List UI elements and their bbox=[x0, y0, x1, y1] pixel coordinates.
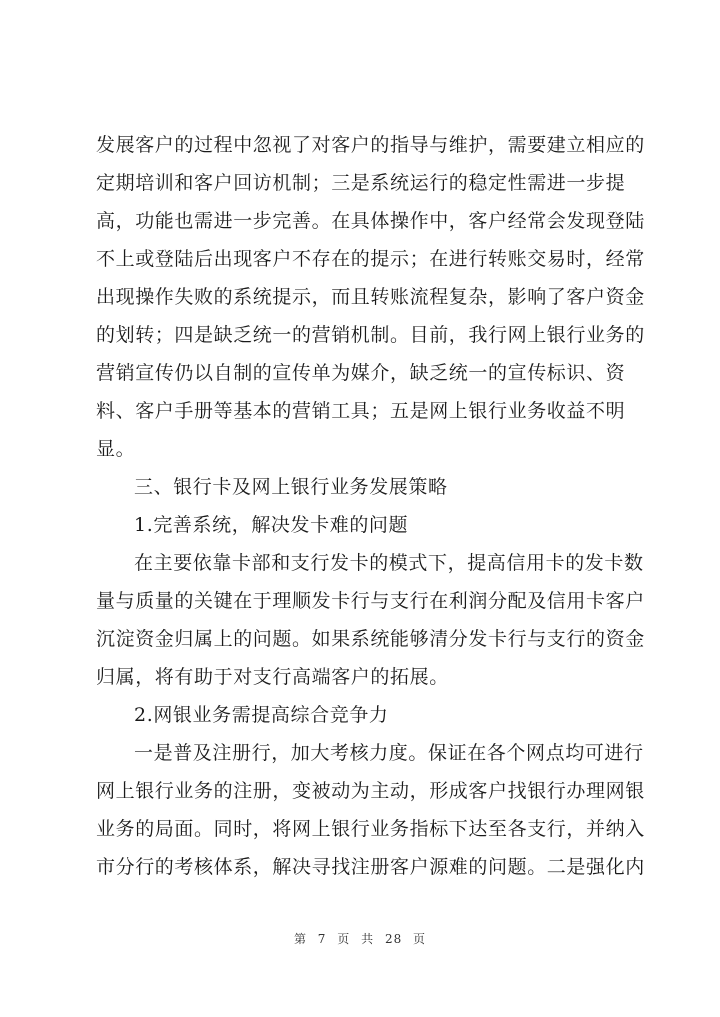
text-line: 在主要依靠卡部和支行发卡的模式下，提高信用卡的发卡数 bbox=[134, 552, 644, 574]
current-page-number: 7 bbox=[317, 932, 327, 946]
text-line: 量与质量的关键在于理顺发卡行与支行在利润分配及信用卡客户 bbox=[96, 590, 645, 612]
text-line: 市分行的考核体系，解决寻找注册客户源难的问题。二是强化内 bbox=[96, 856, 645, 878]
text-line: 归属，将有助于对支行高端客户的拓展。 bbox=[96, 666, 449, 688]
footer-total-word: 共 bbox=[361, 932, 375, 946]
text-line: 出现操作失败的系统提示，而且转账流程复杂，影响了客户资金 bbox=[96, 286, 645, 308]
subsection-heading: 2.网银业务需提高综合竞争力 bbox=[134, 704, 389, 726]
text-line: 不上或登陆后出现客户不存在的提示；在进行转账交易时，经常 bbox=[96, 248, 645, 270]
text-line: 一是普及注册行，加大考核力度。保证在各个网点均可进行 bbox=[134, 742, 644, 764]
text-line: 高，功能也需进一步完善。在具体操作中，客户经常会发现登陆 bbox=[96, 210, 645, 232]
text-line: 的划转；四是缺乏统一的营销机制。目前，我行网上银行业务的 bbox=[96, 324, 645, 346]
text-line: 网上银行业务的注册，变被动为主动，形成客户找银行办理网银 bbox=[96, 780, 645, 802]
text-line: 显。 bbox=[96, 438, 136, 460]
footer-prefix: 第 bbox=[293, 932, 307, 946]
footer-page-word: 页 bbox=[337, 932, 351, 946]
page-footer bbox=[0, 930, 720, 947]
text-line: 定期培训和客户回访机制；三是系统运行的稳定性需进一步提 bbox=[96, 172, 626, 194]
text-line: 沉淀资金归属上的问题。如果系统能够清分发卡行与支行的资金 bbox=[96, 628, 645, 650]
text-line: 营销宣传仍以自制的宣传单为媒介，缺乏统一的宣传标识、资 bbox=[96, 362, 626, 384]
text-line: 发展客户的过程中忽视了对客户的指导与维护，需要建立相应的 bbox=[96, 134, 645, 156]
text-line: 业务的局面。同时，将网上银行业务指标下达至各支行，并纳入 bbox=[96, 818, 645, 840]
total-pages-number: 28 bbox=[384, 932, 403, 946]
footer-suffix: 页 bbox=[413, 932, 427, 946]
section-heading: 三、银行卡及网上银行业务发展策略 bbox=[134, 476, 448, 498]
text-line: 料、客户手册等基本的营销工具；五是网上银行业务收益不明 bbox=[96, 400, 626, 422]
subsection-heading: 1.完善系统，解决发卡难的问题 bbox=[134, 514, 409, 536]
